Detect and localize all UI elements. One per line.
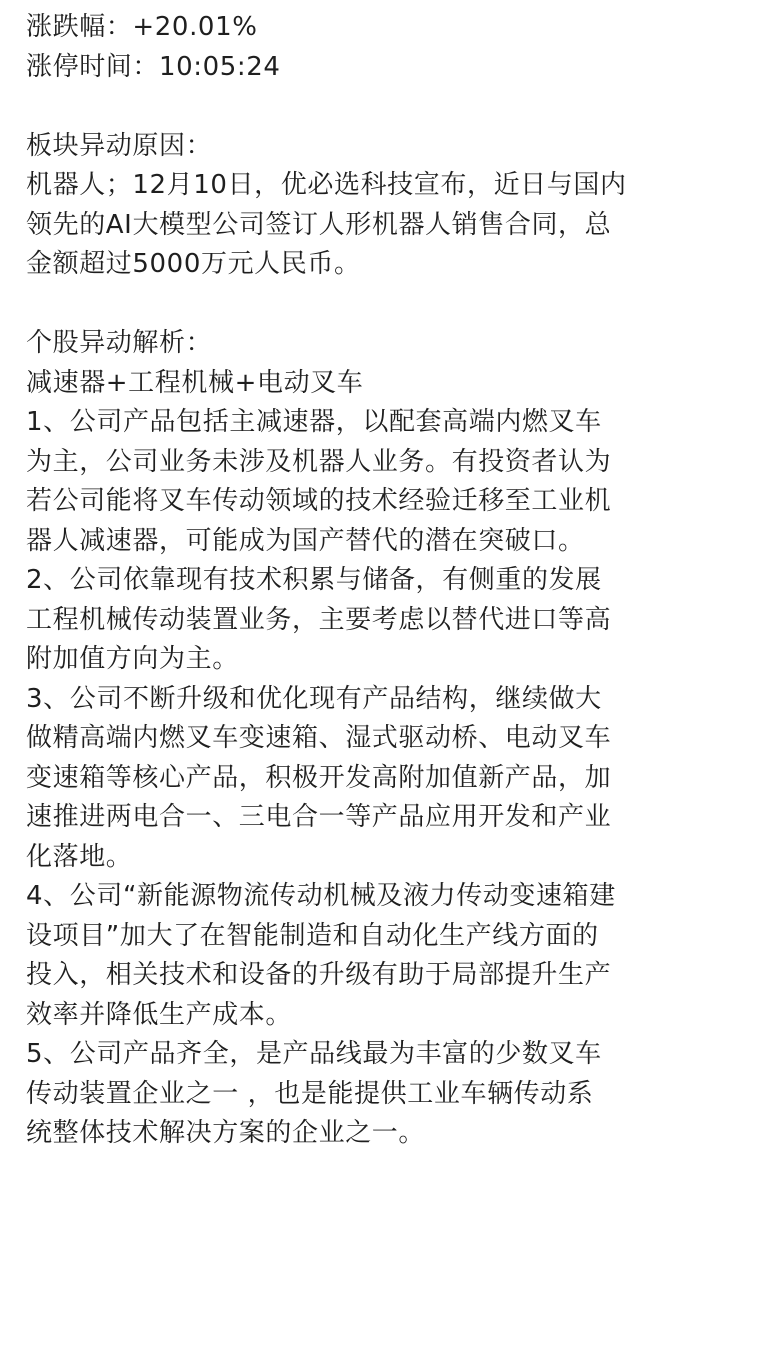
- paragraph-gap: [26, 87, 748, 127]
- concept-tags-line: 减速器+工程机械+电动叉车: [26, 367, 364, 398]
- stock-analysis-document: [26, 8, 748, 1154]
- analysis-point-5-line: 传动装置企业之一 ，也是能提供工业车辆传动系: [26, 1078, 594, 1109]
- analysis-point-1-line: 若公司能将叉车传动领域的技术经验迁移至工业机: [26, 486, 612, 516]
- analysis-point-5-line: 统整体技术解决方案的企业之一。: [26, 1118, 426, 1148]
- analysis-point-3-line: 速推进两电合一、三电合一等产品应用开发和产业: [26, 802, 612, 832]
- analysis-point-3-line: 做精高端内燃叉车变速箱、湿式驱动桥、电动叉车: [26, 723, 612, 753]
- sector-reason-line: 领先的AI大模型公司签订人形机器人销售合同，总: [26, 209, 612, 240]
- analysis-point-2-line: 工程机械传动装置业务，主要考虑以替代进口等高: [26, 604, 612, 635]
- analysis-point-1-line: 1、公司产品包括主减速器，以配套高端内燃叉车: [26, 407, 602, 437]
- analysis-point-4-line: 投入，相关技术和设备的升级有助于局部提升生产: [26, 960, 612, 990]
- analysis-point-3-line: 变速箱等核心产品，积极开发高附加值新产品，加: [26, 762, 612, 793]
- analysis-point-2-line: 2、公司依靠现有技术积累与储备，有侧重的发展: [26, 565, 602, 595]
- analysis-point-3-line: 化落地。: [26, 841, 133, 872]
- sector-reason-heading: 板块异动原因：: [26, 130, 213, 161]
- paragraph-gap: [26, 285, 748, 325]
- analysis-point-3-line: 3、公司不断升级和优化现有产品结构，继续做大: [26, 683, 602, 714]
- sector-reason-line: 机器人；12月10日，优必选科技宣布，近日与国内: [26, 170, 627, 200]
- analysis-point-1-line: 器人减速器，可能成为国产替代的潜在突破口。: [26, 525, 585, 556]
- limit-up-time-line: 涨停时间：10:05:24: [26, 51, 281, 82]
- stock-analysis-heading: 个股异动解析：: [26, 328, 213, 358]
- analysis-point-4-line: 设项目”加大了在智能制造和自动化生产线方面的: [26, 920, 599, 951]
- analysis-point-4-line: 效率并降低生产成本。: [26, 999, 293, 1030]
- analysis-point-2-line: 附加值方向为主。: [26, 644, 239, 674]
- analysis-point-1-line: 为主，公司业务未涉及机器人业务。有投资者认为: [26, 446, 612, 477]
- sector-reason-line: 金额超过5000万元人民币。: [26, 249, 361, 279]
- analysis-point-5-line: 5、公司产品齐全，是产品线最为丰富的少数叉车: [26, 1039, 602, 1069]
- analysis-point-4-line: 4、公司“新能源物流传动机械及液力传动变速箱建: [26, 881, 616, 911]
- price-change-line: 涨跌幅：+20.01%: [26, 12, 258, 42]
